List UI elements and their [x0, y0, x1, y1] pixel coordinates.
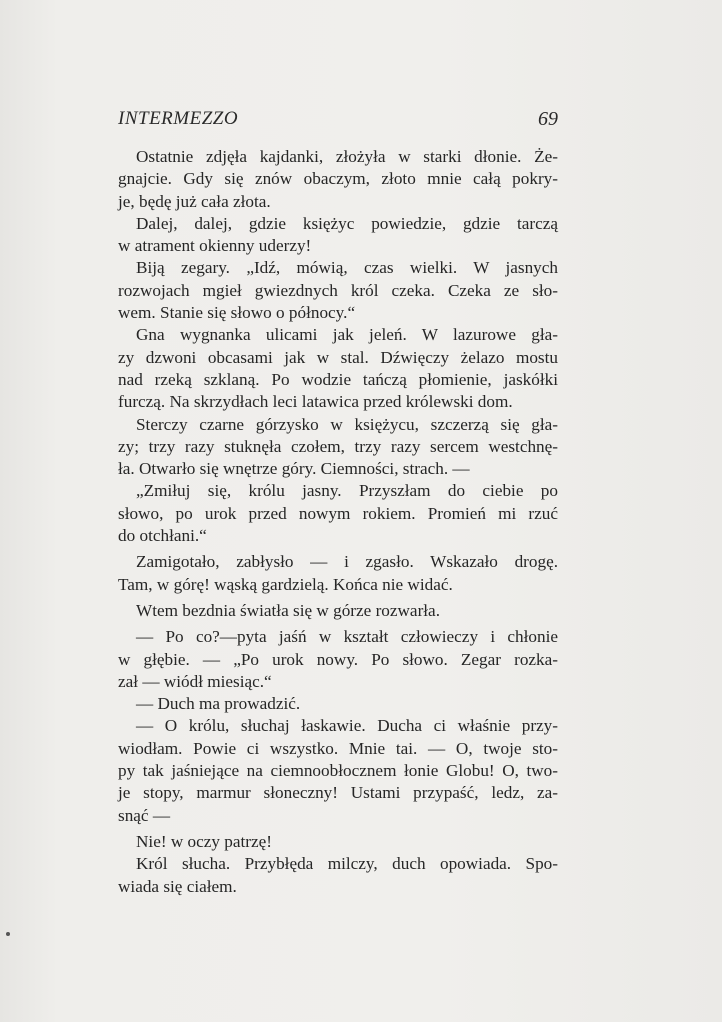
- text-line: w atrament okienny uderzy!: [118, 236, 312, 256]
- text-line: — Duch ma prowadzić.: [136, 694, 301, 714]
- text-line: gnajcie. Gdy się znów obaczym, złoto mnie całą pokry-: [118, 169, 558, 189]
- paragraph: [118, 853, 558, 898]
- text-line: Ostatnie zdjęła kajdanki, złożyła w starki dłonie. Że-: [136, 147, 558, 166]
- text-line: zał — wiódł miesiąc.“: [118, 671, 272, 691]
- text-line: Król słucha. Przybłęda milczy, duch opowiada. Spo-: [136, 854, 558, 874]
- paragraph: [118, 257, 558, 324]
- paragraph: [118, 715, 558, 826]
- text-line: je, będę już cała złota.: [118, 191, 271, 211]
- text-line: je stopy, marmur słoneczny! Ustami przypaść, ledz, za-: [118, 783, 558, 803]
- text-line: w głębie. — „Po urok nowy. Po słowo. Zegar rozka-: [118, 649, 558, 669]
- paragraph: [118, 693, 558, 715]
- paragraph: [118, 600, 558, 622]
- text-line: — O królu, słuchaj łaskawie. Ducha ci właśnie przy-: [136, 716, 558, 736]
- text-line: py tak jaśniejące na ciemnoobłocznem łonie Globu! O, two-: [118, 761, 558, 781]
- text-line: — Po co?—pyta jaśń w kształt człowieczy i chłonie: [136, 627, 558, 647]
- text-line: wiodłam. Powie ci wszystko. Mnie tai. — O, twoje sto-: [118, 738, 558, 758]
- paragraph: [118, 551, 558, 596]
- page-speck: [6, 932, 10, 936]
- text-line: wem. Stanie się słowo o północy.“: [118, 303, 356, 323]
- text-line: zy; trzy razy stuknęła czołem, trzy razy sercem westchnę-: [118, 436, 558, 456]
- text-line: Wtem bezdnia światła się w górze rozwarła.: [136, 600, 440, 620]
- paragraph: [118, 831, 558, 853]
- text-line: „Zmiłuj się, królu jasny. Przyszłam do ciebie po: [136, 481, 558, 501]
- text-line: do otchłani.“: [118, 526, 207, 546]
- text-line: nad rzeką szklaną. Po wodzie tańczą płomienie, jaskółki: [118, 369, 558, 389]
- text-line: Sterczy czarne górzysko w księżycu, szczerzą się gła-: [136, 414, 558, 434]
- text-line: słowo, po urok przed nowym rokiem. Promień mi rzuć: [118, 503, 558, 523]
- paragraph: [118, 414, 558, 481]
- text-line: Gna wygnanka ulicami jak jeleń. W lazurowe gła-: [136, 325, 558, 345]
- text-line: snąć —: [118, 805, 171, 825]
- paragraph: [118, 213, 558, 258]
- text-line: rozwojach mgieł gwiezdnych król czeka. Czeka ze sło-: [118, 280, 558, 300]
- running-title: INTERMEZZO: [118, 108, 239, 129]
- text-line: Dalej, dalej, gdzie księżyc powiedzie, gdzie tarczą: [136, 213, 558, 233]
- running-head: [118, 108, 558, 138]
- text-line: ła. Otwarło się wnętrze góry. Ciemności, strach. —: [118, 459, 470, 479]
- text-line: furczą. Na skrzydłach leci latawica przed królewski dom.: [118, 392, 513, 412]
- paragraph: [118, 146, 558, 213]
- page-number: 69: [538, 108, 558, 130]
- text-line: wiada się ciałem.: [118, 876, 237, 896]
- text-line: Zamigotało, zabłysło — i zgasło. Wskazało drogę.: [136, 552, 558, 572]
- text-line: zy dzwoni obcasami jak w stal. Dźwięczy żelazo mostu: [118, 347, 558, 367]
- text-line: Biją zegary. „Idź, mówią, czas wielki. W jasnych: [136, 258, 558, 278]
- text-line: Tam, w górę! wąską gardzielą. Końca nie widać.: [118, 574, 453, 594]
- paragraph: [118, 324, 558, 413]
- text-line: Nie! w oczy patrzę!: [136, 831, 272, 851]
- paragraph: [118, 626, 558, 693]
- paragraph: [118, 480, 558, 547]
- body-text: [118, 146, 558, 898]
